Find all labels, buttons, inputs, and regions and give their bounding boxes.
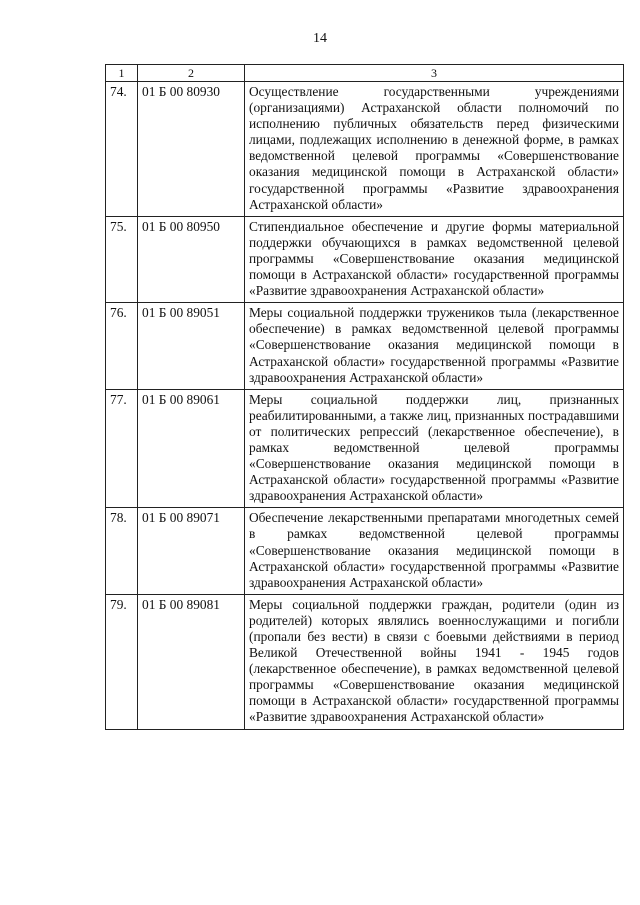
table-row	[106, 508, 624, 594]
table-row	[106, 389, 624, 508]
column-header: 3	[245, 65, 624, 82]
row-code: 01 Б 00 80950	[138, 216, 245, 302]
row-description: Осуществление государственными учреждениями (организациями) Астраханской области полномочий по исполнению публичных обязательств перед физическими лицами, подлежащих исполнению в денежной форме, в рамках ведомственной целевой программы «Совершенствование оказания медицинской помощи в Астраханской области» государственной программы «Развитие здравоохранения Астраханской области»	[245, 82, 624, 217]
row-number: 78.	[106, 508, 138, 594]
row-number: 77.	[106, 389, 138, 508]
row-code: 01 Б 00 80930	[138, 82, 245, 217]
table-row	[106, 303, 624, 389]
column-header: 1	[106, 65, 138, 82]
row-number: 79.	[106, 594, 138, 729]
row-number: 74.	[106, 82, 138, 217]
table-row	[106, 82, 624, 217]
row-number: 76.	[106, 303, 138, 389]
row-code: 01 Б 00 89081	[138, 594, 245, 729]
table-row	[106, 216, 624, 302]
row-description: Меры социальной поддержки граждан, родители (один из родителей) которых являлись военнослужащими и погибли (пропали без вести) в связи с боевыми действиями в период Великой Отечественной войны 1941 - 1945 годов (лекарственное обеспечение), в рамках ведомственной целевой программы «Совершенствование оказания медицинской помощи в Астраханской области» государственной программы «Развитие здравоохранения Астраханской области»	[245, 594, 624, 729]
row-description: Стипендиальное обеспечение и другие формы материальной поддержки обучающихся в рамках ведомственной целевой программы «Совершенствование оказания медицинской помощи в Астраханской области» государственной программы «Развитие здравоохранения Астраханской области»	[245, 216, 624, 302]
row-code: 01 Б 00 89061	[138, 389, 245, 508]
row-description: Обеспечение лекарственными препаратами многодетных семей в рамках ведомственной целевой программы «Совершенствование оказания медицинской помощи в Астраханской области» государственной программы «Развитие здравоохранения Астраханской области»	[245, 508, 624, 594]
row-description: Меры социальной поддержки лиц, признанных реабилитированными, а также лиц, признанных пострадавшими от политических репрессий (лекарственное обеспечение), в рамках ведомственной целевой программы «Совершенствование оказания медицинской помощи в Астраханской области» государственной программы «Развитие здравоохранения Астраханской области»	[245, 389, 624, 508]
table-header-row	[106, 65, 624, 82]
row-code: 01 Б 00 89071	[138, 508, 245, 594]
budget-classification-table	[105, 64, 624, 730]
row-code: 01 Б 00 89051	[138, 303, 245, 389]
row-number: 75.	[106, 216, 138, 302]
row-description: Меры социальной поддержки тружеников тыла (лекарственное обеспечение) в рамках ведомственной целевой программы «Совершенствование оказания медицинской помощи в Астраханской области» государственной программы «Развитие здравоохранения Астраханской области»	[245, 303, 624, 389]
column-header: 2	[138, 65, 245, 82]
table-row	[106, 594, 624, 729]
page-number: 14	[313, 31, 327, 46]
